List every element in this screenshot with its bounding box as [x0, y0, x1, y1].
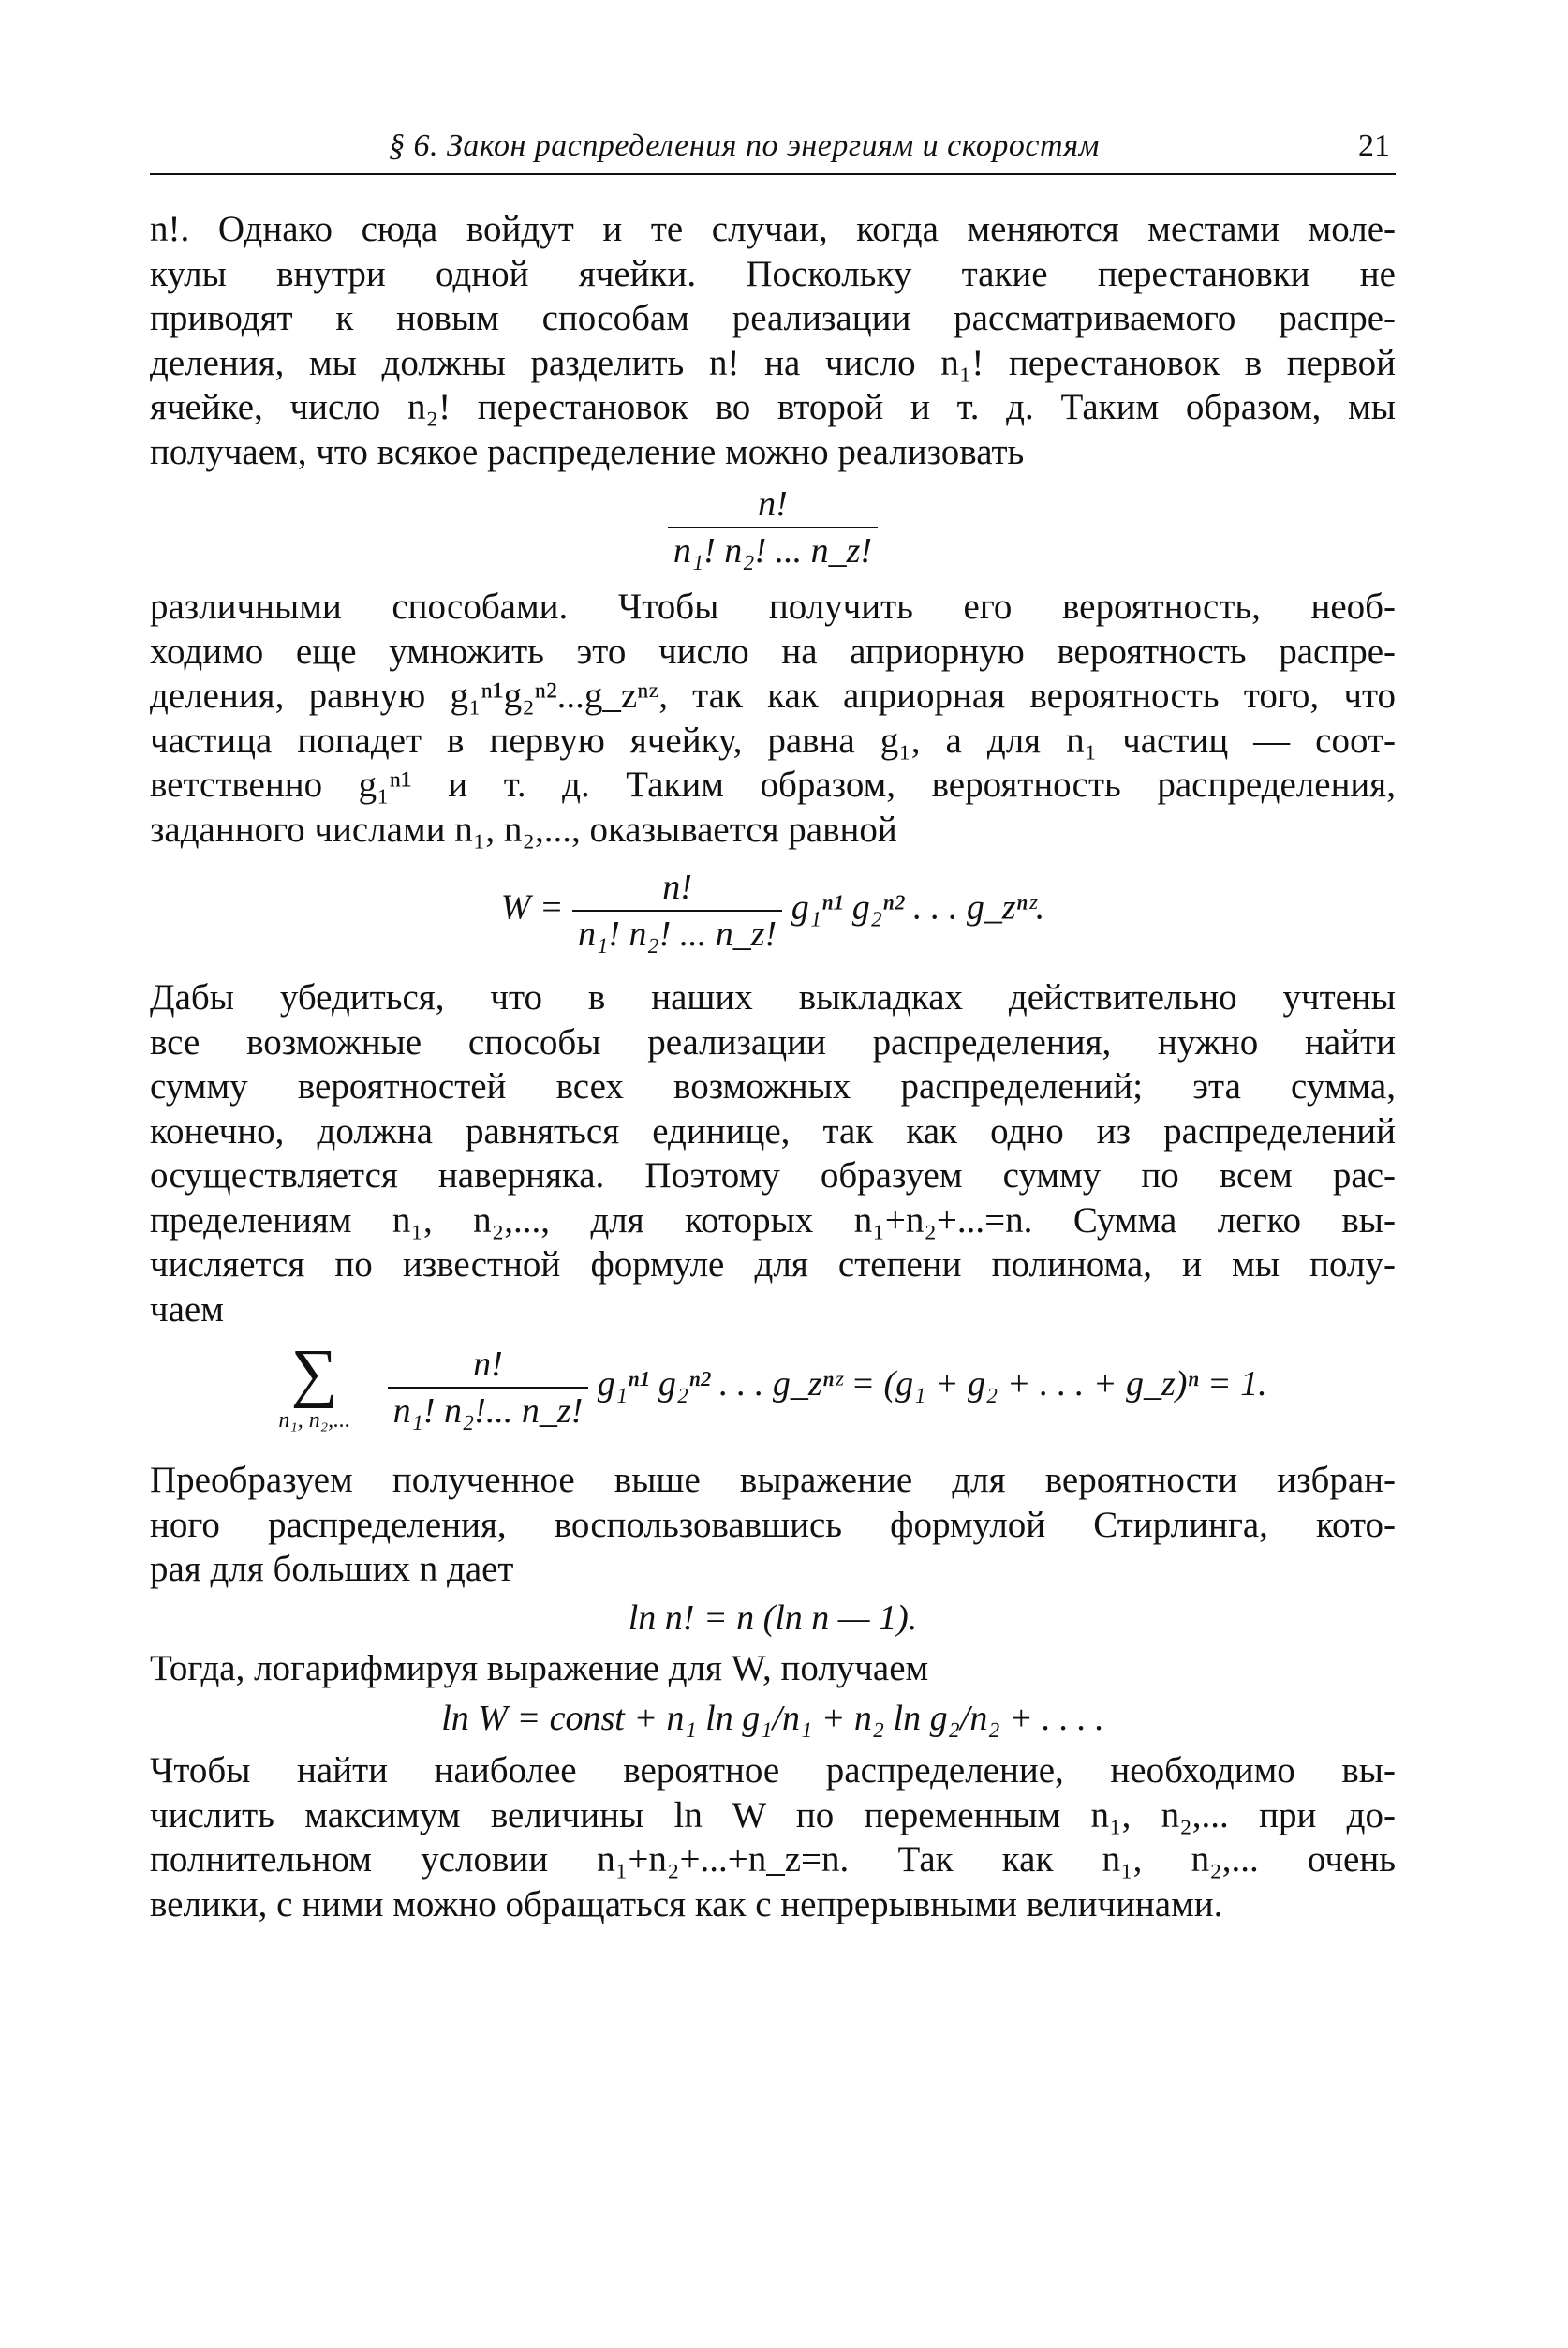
- text-line: ячейке, число n₂! перестановок во второй и т. д. Таким образом, мы: [150, 387, 1396, 427]
- sigma-symbol: ∑: [290, 1337, 338, 1409]
- text-line: деления, мы должны разделить n! на число n₁! перестановок в первой: [150, 342, 1396, 383]
- numerator: n!: [668, 483, 878, 528]
- fraction: [668, 483, 878, 572]
- formula-ln-w: ln W = const + n₁ ln g₁/n₁ + n₂ ln g₂/n₂ + . . . .: [441, 1699, 1104, 1738]
- text-line: ветственно g₁ⁿ¹ и т. д. Таким образом, вероятность распределения,: [150, 765, 1396, 805]
- text-line: приводят к новым способам реализации рассматриваемого распре-: [150, 298, 1396, 338]
- text-line: Преобразуем полученное выше выражение для вероятности избран-: [150, 1460, 1396, 1500]
- sum-operator: [278, 1337, 351, 1434]
- formula-stirling: ln n! = n (ln n — 1).: [628, 1598, 918, 1638]
- formula-rhs: g₁ⁿ¹ g₂ⁿ² . . . g_zⁿᶻ.: [791, 887, 1045, 928]
- text-line: различными способами. Чтобы получить его вероятность, необ-: [150, 587, 1396, 627]
- text-line: рая для больших n дает: [150, 1549, 514, 1589]
- fraction: [572, 867, 782, 955]
- text-line: заданного числами n₁, n₂,..., оказывается равной: [150, 809, 897, 850]
- formula-lhs: W =: [500, 887, 564, 928]
- paragraph-1: [150, 207, 1396, 474]
- paragraph-5: [150, 1646, 1396, 1691]
- denominator: n₁! n₂! ... n_z!: [578, 914, 777, 954]
- text-line: получаем, что всякое распределение можно реализовать: [150, 431, 1025, 472]
- text-line: конечно, должна равняться единице, так как одно из распределений: [150, 1110, 1396, 1152]
- text-line: ходимо еще умножить это число на априорную вероятность распре-: [150, 631, 1396, 672]
- text-line: деления, равную g₁ⁿ¹g₂ⁿ²...g_zⁿᶻ, так как априорная вероятность того, что: [150, 676, 1396, 716]
- formula-rhs: g₁ⁿ¹ g₂ⁿ² . . . g_zⁿᶻ = (g₁ + g₂ + . . . + g_z)ⁿ = 1.: [597, 1364, 1267, 1404]
- fraction: [388, 1344, 589, 1432]
- paragraph-3: [150, 975, 1396, 1331]
- denominator: n₁! n₂!... n_z!: [392, 1390, 584, 1431]
- text-line: ного распределения, воспользовавшись формулой Стирлинга, кото-: [150, 1504, 1396, 1545]
- formula-permutations: [150, 483, 1396, 572]
- book-page: [150, 126, 1396, 1926]
- text-line: все возможные способы реализации распределения, нужно найти: [150, 1021, 1396, 1063]
- numerator: n!: [388, 1344, 589, 1389]
- text-line: Тогда, логарифмируя выражение для W, получаем: [150, 1647, 929, 1688]
- paragraph-4: [150, 1458, 1396, 1592]
- running-title: § 6. Закон распределения по энергиям и скоростям: [389, 128, 1100, 163]
- text-line: чаем: [150, 1288, 224, 1330]
- text-line: кулы внутри одной ячейки. Поскольку такие перестановки не: [150, 253, 1396, 294]
- text-line: сумму вероятностей всех возможных распределений; эта сумма,: [150, 1066, 1396, 1107]
- sum-subscript: n₁, n₂,...: [278, 1408, 351, 1433]
- text-line: осуществляется наверняка. Поэтому образуем сумму по всем рас-: [150, 1155, 1396, 1196]
- text-line: Дабы убедиться, что в наших выкладках действительно учтены: [150, 977, 1396, 1018]
- page-number: 21: [1358, 128, 1390, 163]
- paragraph-6: [150, 1748, 1396, 1926]
- text-line: полнительном условии n₁+n₂+...+n_z=n. Так как n₁, n₂,... очень: [150, 1839, 1396, 1880]
- formula-probability-w: [150, 867, 1396, 955]
- paragraph-2: [150, 585, 1396, 852]
- text-line: n!. Однако сюда войдут и те случаи, когда меняются местами моле-: [150, 209, 1396, 249]
- text-line: пределениям n₁, n₂,..., для которых n₁+n₂+...=n. Сумма легко вы-: [150, 1199, 1396, 1241]
- text-line: велики, с ними можно обращаться как с непрерывными величинами.: [150, 1883, 1223, 1924]
- formula-sum-normalization: [150, 1337, 1396, 1434]
- text-line: числить максимум величины ln W по переменным n₁, n₂,... при до-: [150, 1794, 1396, 1835]
- text-line: числяется по известной формуле для степени полинома, и мы полу-: [150, 1244, 1396, 1285]
- denominator: n₁! n₂! ... n_z!: [673, 531, 873, 571]
- text-line: Чтобы найти наиболее вероятное распределение, необходимо вы-: [150, 1750, 1396, 1791]
- running-header: [150, 126, 1396, 175]
- numerator: n!: [572, 867, 782, 912]
- text-line: частица попадет в первую ячейку, равна g₁, а для n₁ частиц — соот-: [150, 720, 1396, 761]
